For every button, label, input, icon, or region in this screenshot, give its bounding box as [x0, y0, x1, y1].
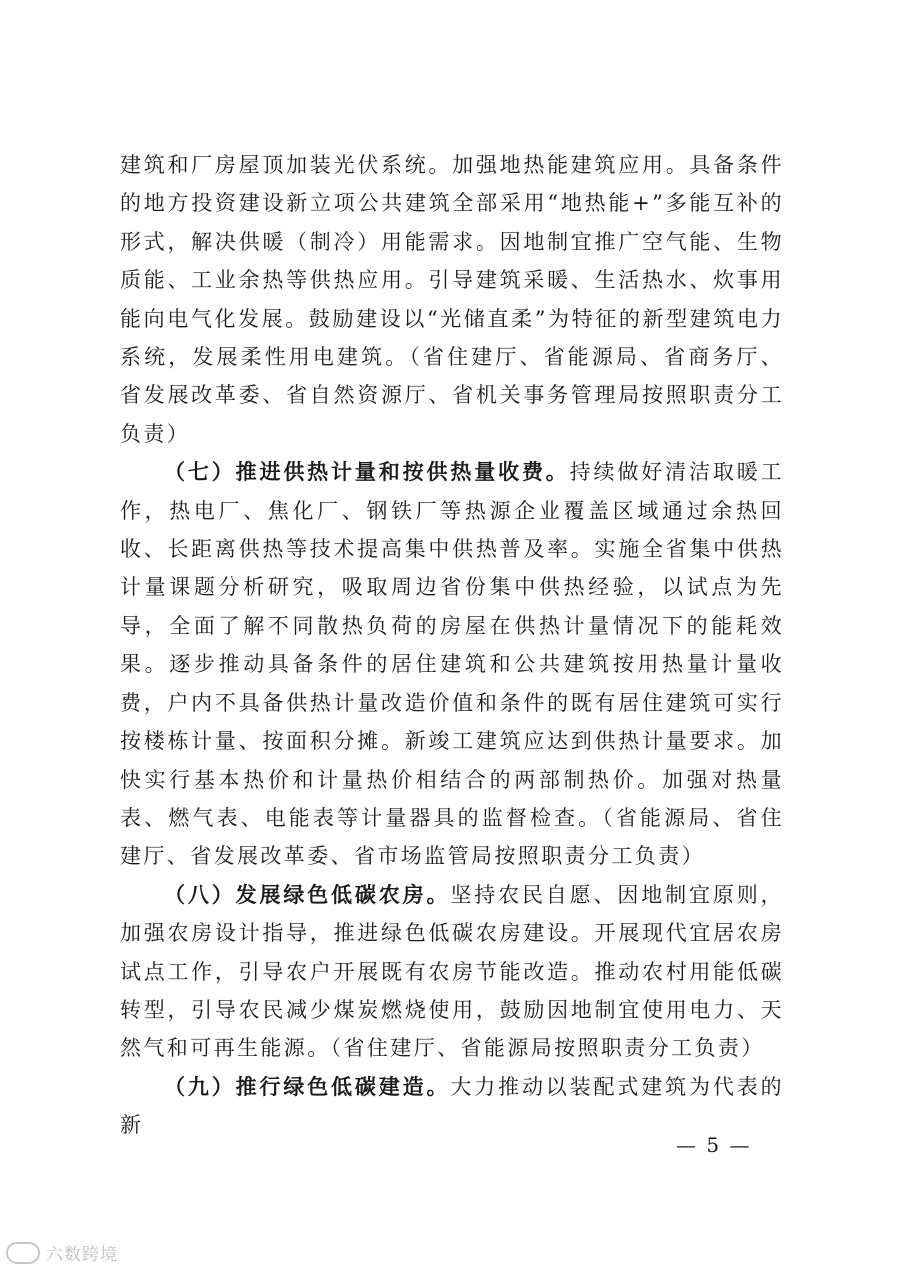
paragraph-text: 大力推动以装配式建筑为代表的新 — [120, 1074, 784, 1138]
paragraph-text: 建筑和厂房屋顶加装光伏系统。加强地热能建筑应用。具备条件的地方投资建设新立项公共建筑全部采用“地热能+”多能互补的形式，解决供暖（制冷）用能需求。因地制宜推广空气能、生物质能、工业余热等供热应用。引导建筑采暖、生活热水、炊事用能向电气化发展。鼓励建设以“光储直柔”为特征的新型建筑电力系统，发展柔性用电建筑。（省住建厅、省能源局、省商务厅、省发展改革委、省自然资源厅、省机关事务管理局按照职责分工负责） — [120, 153, 784, 446]
watermark-text: 六数跨境 — [46, 1245, 118, 1265]
paragraph-section-7 — [120, 453, 784, 875]
document-body — [120, 146, 784, 1145]
paragraph-section-8 — [120, 876, 784, 1068]
paragraph-continued — [120, 146, 784, 453]
section-heading: （七）推进供热计量和按供热量收费。 — [164, 460, 570, 485]
section-heading: （八）发展绿色低碳农房。 — [164, 882, 451, 907]
paragraph-text: 坚持农民自愿、因地制宜原则，加强农房设计指导，推进绿色低碳农房建设。开展现代宜居农房试点工作，引导农户开展既有农房节能改造。推动农村用能低碳转型，引导农民减少煤炭燃烧使用，鼓励因地制宜使用电力、天然气和可再生能源。（省住建厅、省能源局按照职责分工负责） — [120, 882, 784, 1061]
paragraph-text: 持续做好清洁取暖工作，热电厂、焦化厂、钢铁厂等热源企业覆盖区域通过余热回收、长距离供热等技术提高集中供热普及率。实施全省集中供热计量课题分析研究，吸取周边省份集中供热经验，以试点为先导，全面了解不同散热负荷的房屋在供热计量情况下的能耗效果。逐步推动具备条件的居住建筑和公共建筑按用热量计量收费，户内不具备供热计量改造价值和条件的既有居住建筑可实行按楼栋计量、按面积分摊。新竣工建筑应达到供热计量要求。加快实行基本热价和计量热价相结合的两部制热价。加强对热量表、燃气表、电能表等计量器具的监督检查。（省能源局、省住建厅、省发展改革委、省市场监管局按照职责分工负责） — [120, 460, 784, 869]
watermark — [6, 1240, 118, 1265]
page-number: — 5 — — [676, 1133, 752, 1157]
section-heading: （九）推行绿色低碳建造。 — [164, 1074, 451, 1099]
watermark-logo-icon — [6, 1242, 40, 1264]
